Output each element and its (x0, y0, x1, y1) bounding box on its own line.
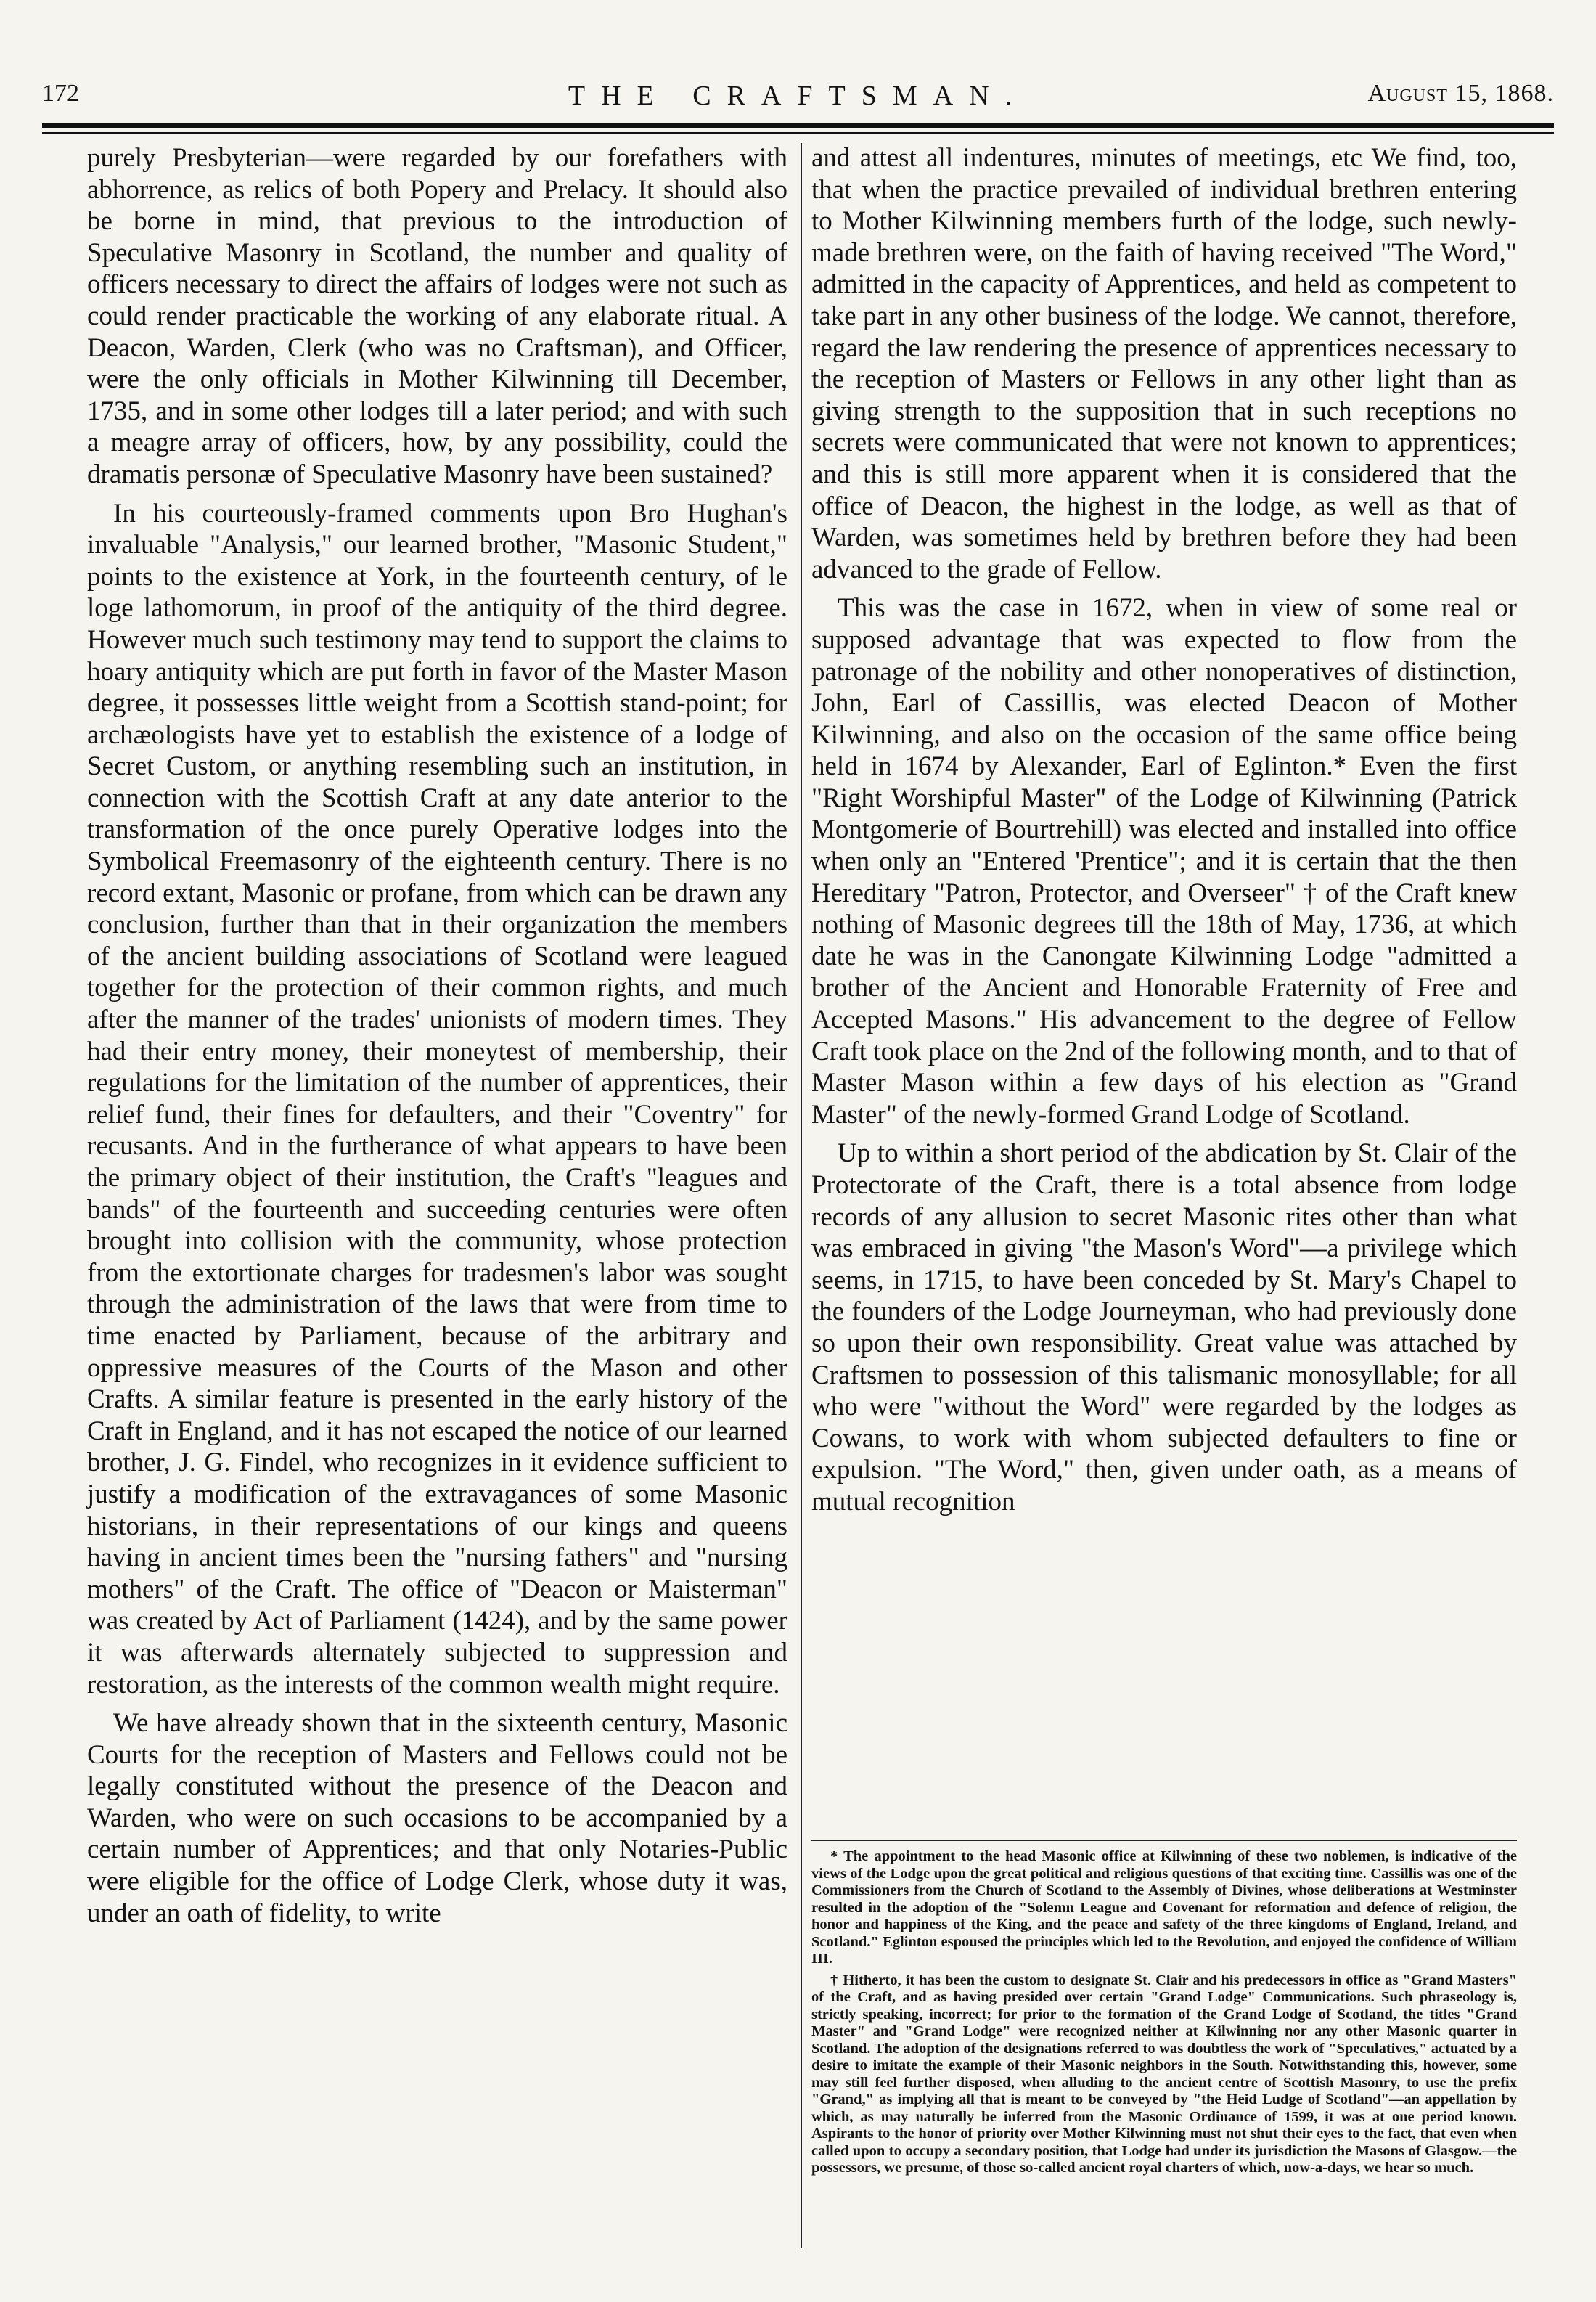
paragraph: This was the case in 1672, when in view of some real or supposed advantage that was expected to flow from the patronage of the nobility and other nonoperatives of distinction, John, Earl of Cassillis, was elected Deacon of Mother Kilwinning, and also on the occasion of the same office being held in 1674 by Alexander, Earl of Eglinton.* Even the first "Right Worshipful Master" of the Lodge of Kilwinning (Patrick Montgomerie of Bourtrehill) was elected and installed into office when only an "Entered 'Prentice"; and it is certain that the then Hereditary "Patron, Protector, and Overseer" † of the Craft knew nothing of Masonic degrees till the 18th of May, 1736, at which date he was in the Canongate Kilwinning Lodge "admitted a brother of the Ancient and Honorable Fraternity of Free and Accepted Masons." His advancement to the degree of Fellow Craft took place on the 2nd of the following month, and to that of Master Mason within a few days of his election as "Grand Master" of the newly-formed Grand Lodge of Scotland. (811, 593, 1517, 1130)
left-column (87, 142, 787, 1936)
footnote: * The appointment to the head Masonic office at Kilwinning of these two noblemen, is indicative of the views of the Lodge upon the great political and religious questions of that exciting time. Cassillis was one of the Commissioners from the Church of Scotland to the Assembly of Divines, whose deliberations at Westminster resulted in the adoption of the "Solemn League and Covenant for reformation and defence of religion, the honor and happiness of the King, and the peace and safety of the three kingdoms of England, Ireland, and Scotland." Eglinton espoused the principles which led to the Revolution, and enjoyed the confidence of William III. (811, 1848, 1517, 1967)
page-header (42, 80, 1554, 123)
header-rule-thin (42, 132, 1554, 134)
issue-date: August 15, 1868. (1367, 80, 1554, 107)
paragraph: purely Presbyterian—were regarded by our forefathers with abhorrence, as relics of both Popery and Prelacy. It should also be borne in mind, that previous to the introduction of Speculative Masonry in Scotland, the number and quality of officers necessary to direct the affairs of lodges were not such as could render practicable the working of any elaborate ritual. A Deacon, Warden, Clerk (who was no Craftsman), and Officer, were the only officials in Mother Kilwinning till December, 1735, and in some other lodges till a later period; and with such a meagre array of officers, how, by any possibility, could the dramatis personæ of Speculative Masonry have been sustained? (87, 143, 787, 489)
footnote: † Hitherto, it has been the custom to designate St. Clair and his predecessors in office as "Grand Masters" of the Craft, and as having presided over certain "Grand Lodge" Communications. Such phraseology is, strictly speaking, incorrect; for prior to the formation of the Grand Lodge of Scotland, the titles "Grand Master" and "Grand Lodge" were recognized neither at Kilwinning nor any other Masonic quarter in Scotland. The adoption of the designations referred to was doubtless the work of "Speculatives," actuated by a desire to imitate the example of their Masonic neighbors in the South. Notwithstanding this, however, some may still feel further disposed, when alluding to the ancient centre of Scottish Masonry, to use the prefix "Grand," as implying all that is meant to be conveyed by "the Heid Ludge of Scotland"—an appellation by which, as may naturally be inferred from the Masonic Ordinance of 1599, it was at one period known. Aspirants to the honor of priority over Mother Kilwinning must not shut their eyes to the fact, that even when called upon to occupy a secondary position, that Lodge had under its jurisdiction the Masons of Glasgow.—the possessors, we presume, of those so-called ancient royal charters of which, now-a-days, we hear so much. (811, 1972, 1517, 2176)
header-rule-thick (42, 123, 1554, 128)
column-divider (801, 143, 802, 2248)
footnotes (811, 1840, 1517, 2181)
publication-title: THE CRAFTSMAN. (568, 81, 1028, 111)
paragraph: We have already shown that in the sixteenth century, Masonic Courts for the reception of Masters and Fellows could not be legally constituted without the presence of the Deacon and Warden, who were on such occasions to be accompanied by a certain number of Apprentices; and that only Notaries-Public were eligible for the office of Lodge Clerk, whose duty it was, under an oath of fidelity, to write (87, 1708, 787, 1928)
paragraph: In his courteously-framed comments upon Bro Hughan's invaluable "Analysis," our learned brother, "Masonic Student," points to the existence at York, in the fourteenth century, of le loge lathomorum, in proof of the antiquity of the third degree. However much such testimony may tend to support the claims to hoary antiquity which are put forth in favor of the Master Mason degree, it possesses little weight from a Scottish stand-point; for archæologists have yet to establish the existence of a lodge of Secret Custom, or anything resembling such an institution, in connection with the Scottish Craft at any date anterior to the transformation of the once purely Operative lodges into the Symbolical Freemasonry of the eighteenth century. There is no record extant, Masonic or profane, from which can be drawn any conclusion, further than that in their organization the members of the ancient building associations of Scotland were leagued together for the protection of their common rights, and much after the manner of the trades' unionists of modern times. They had their entry money, their moneytest of membership, their regulations for the limitation of the number of apprentices, their relief fund, their fines for defaulters, and their "Coventry" for recusants. And in the furtherance of what appears to have been the primary object of their institution, the Craft's "leagues and bands" of the fourteenth and succeeding centuries were often brought into collision with the community, whose protection from the extortionate charges for tradesmen's labor was sought through the administration of the laws that were from time to time enacted by Parliament, because of the arbitrary and oppressive measures of the Courts of the Mason and other Crafts. A similar feature is presented in the early history of the Craft in England, and it has not escaped the notice of our learned brother, J. G. Findel, who recognizes in it evidence sufficient to justify a modification of the extravagances of some Masonic historians, in their representations of our kings and queens having in ancient times been the "nursing fathers" and "nursing mothers" of the Craft. The office of "Deacon or Maisterman" was created by Act of Parliament (1424), and by the same power it was afterwards alternately subjected to suppression and restoration, as the interests of the common wealth might require. (87, 498, 787, 1699)
paragraph: Up to within a short period of the abdication by St. Clair of the Protectorate of the Craft, there is a total absence from lodge records of any allusion to secret Masonic rites other than what was embraced in giving "the Mason's Word"—a privilege which seems, in 1715, to have been conceded by St. Mary's Chapel to the founders of the Lodge Journeyman, who had previously done so upon their own responsibility. Great value was attached by Craftsmen to possession of this talismanic monosyllable; for all who were "without the Word" were regarded by the lodges as Cowans, to work with whom subjected defaulters to fine or expulsion. "The Word," then, given under oath, as a means of mutual recognition (811, 1138, 1517, 1517)
page-number: 172 (42, 80, 79, 107)
paragraph: and attest all indentures, minutes of meetings, etc We find, too, that when the practice prevailed of individual brethren entering to Mother Kilwinning members furth of the lodge, such newly-made brethren were, on the faith of having received "The Word," admitted in the capacity of Apprentices, and held as competent to take part in any other business of the lodge. We cannot, therefore, regard the law rendering the presence of apprentices necessary to the reception of Masters or Fellows in any other light than as giving strength to the supposition that in such receptions no secrets were communicated that were not known to apprentices; and this is still more apparent when it is considered that the office of Deacon, the highest in the lodge, as well as that of Warden, was sometimes held by brethren before they had been advanced to the grade of Fellow. (811, 143, 1517, 584)
right-column (811, 142, 1517, 1525)
